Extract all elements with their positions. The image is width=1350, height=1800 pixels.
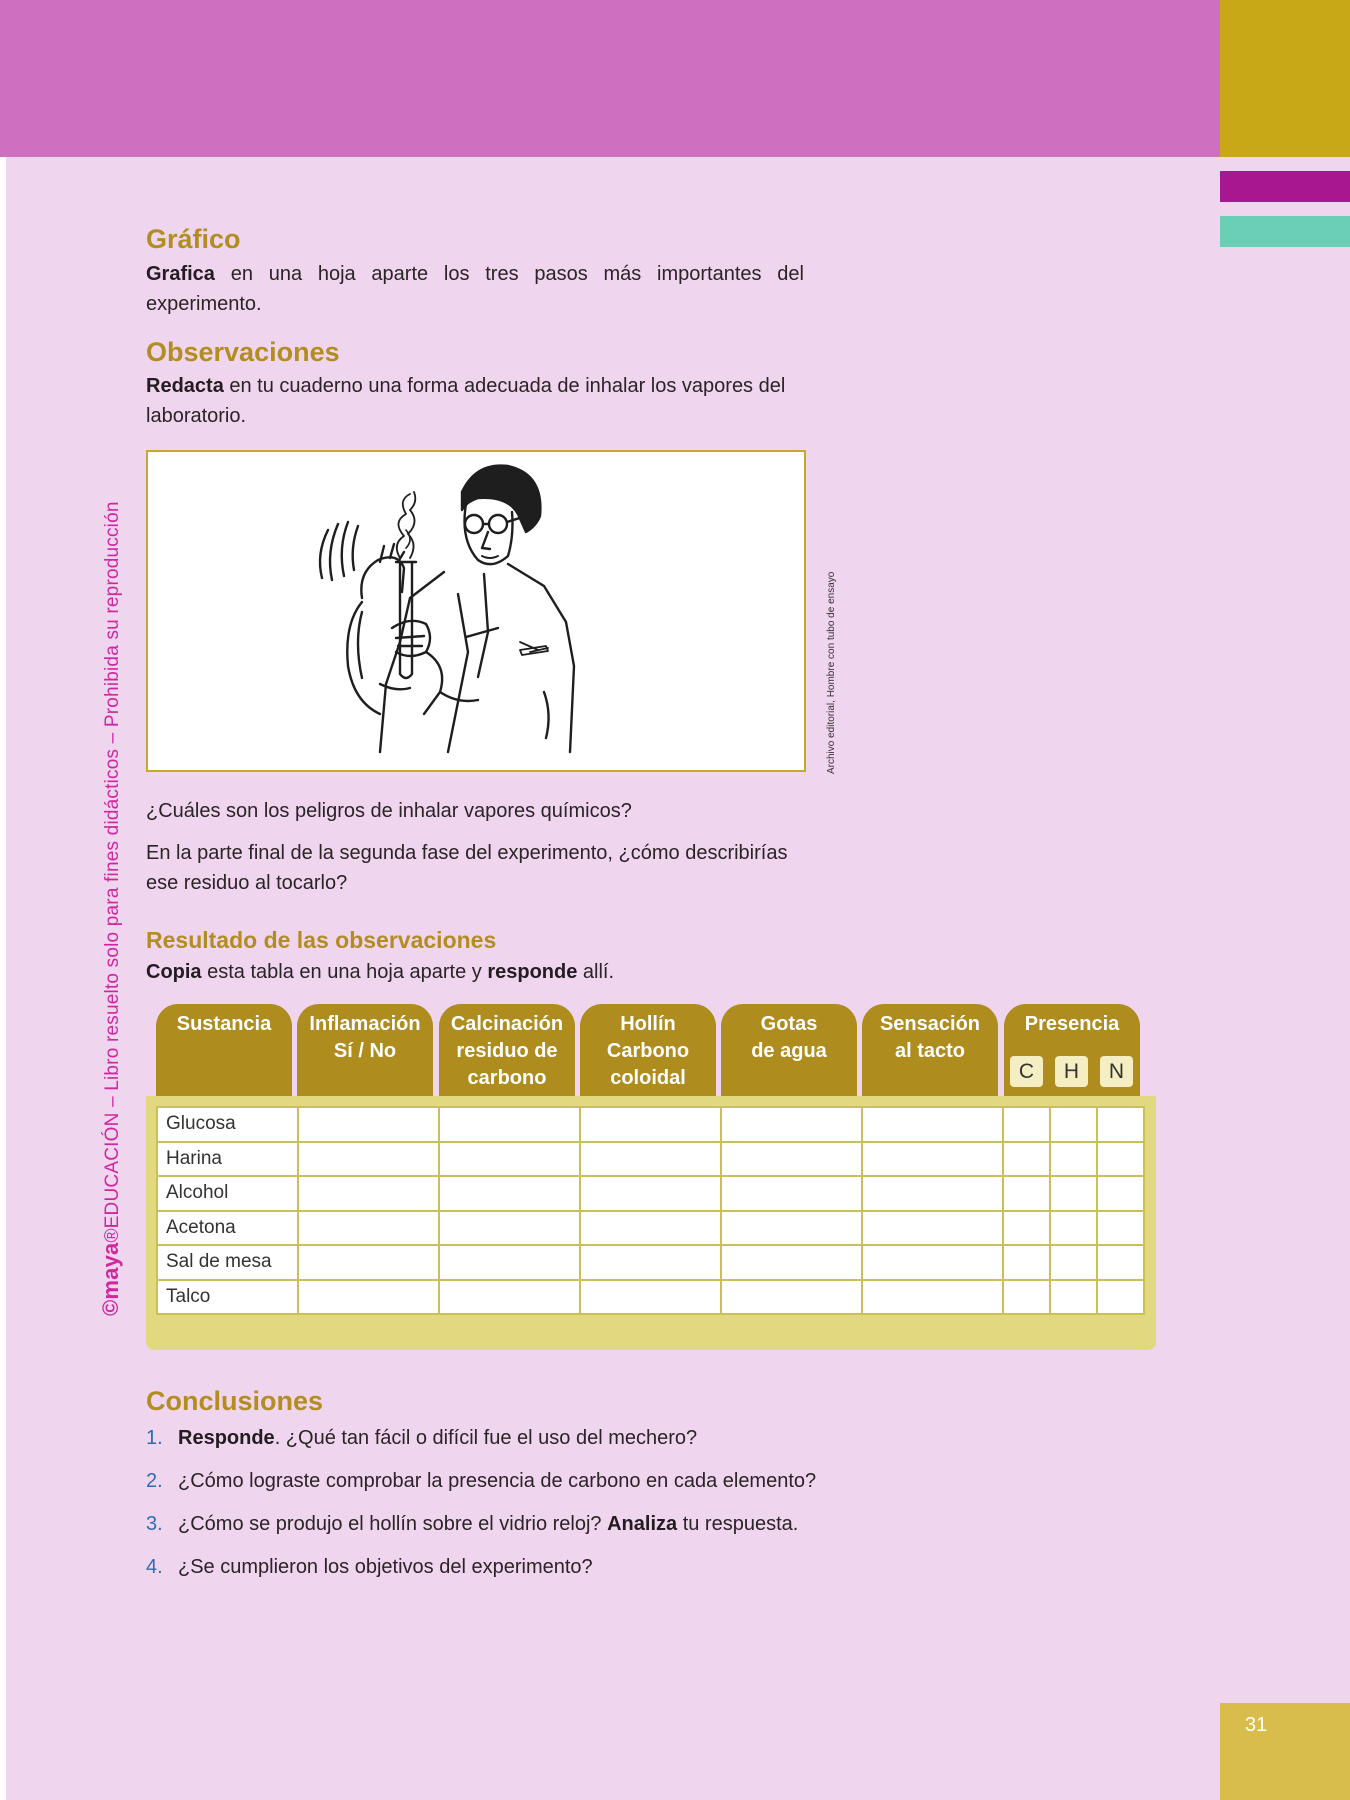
empty-cell (862, 1176, 1003, 1211)
conclusion-item (146, 1466, 1046, 1496)
presence-n: N (1100, 1056, 1133, 1087)
table-row (157, 1176, 1144, 1211)
header-calcinacion: Calcinación residuo de carbono (439, 1004, 575, 1096)
grafico-instruction (146, 259, 804, 319)
empty-cell (298, 1280, 439, 1315)
copyright-note (98, 501, 124, 1316)
conclusiones-heading: Conclusiones (146, 1386, 324, 1416)
empty-cell (1050, 1245, 1097, 1280)
section-tab-magenta (1220, 171, 1350, 202)
brand-logo: ©maya (98, 1242, 123, 1316)
empty-cell (298, 1142, 439, 1177)
presence-c: C (1010, 1056, 1043, 1087)
conclusion-text: ¿Cómo se produjo el hollín sobre el vidrio reloj? (178, 1513, 608, 1535)
empty-cell (580, 1211, 721, 1246)
resultado-text-1: esta tabla en una hoja aparte y (201, 961, 488, 983)
empty-cell (580, 1245, 721, 1280)
conclusion-item (146, 1509, 1046, 1539)
row-label: Sal de mesa (157, 1245, 298, 1280)
empty-cell (1050, 1280, 1097, 1315)
empty-cell (1097, 1142, 1144, 1177)
observaciones-verb: Redacta (146, 375, 224, 397)
empty-cell (1050, 1211, 1097, 1246)
observaciones-text: en tu cuaderno una forma adecuada de inhalar los vapores del laboratorio. (146, 375, 786, 427)
resultado-instruction (146, 957, 946, 987)
empty-cell (862, 1280, 1003, 1315)
image-credit: Archivo editorial, Hombre con tubo de ensayo (826, 571, 837, 774)
empty-cell (439, 1107, 580, 1142)
copyright-text: ®EDUCACIÓN – Libro resuelto solo para fines didácticos – Prohibida su reproducción (102, 501, 123, 1243)
header-band (0, 0, 1220, 157)
empty-cell (1097, 1176, 1144, 1211)
empty-cell (862, 1107, 1003, 1142)
empty-cell (439, 1211, 580, 1246)
conclusion-number: 3. (146, 1513, 163, 1535)
conclusion-verb: Responde (178, 1427, 275, 1449)
row-label: Glucosa (157, 1107, 298, 1142)
empty-cell (439, 1176, 580, 1211)
empty-cell (580, 1107, 721, 1142)
empty-cell (721, 1245, 862, 1280)
results-grid (156, 1106, 1145, 1315)
empty-cell (1003, 1107, 1050, 1142)
page-edge (0, 157, 6, 1800)
page-number-box (1220, 1703, 1350, 1800)
empty-cell (580, 1142, 721, 1177)
empty-cell (439, 1280, 580, 1315)
conclusion-number: 4. (146, 1556, 163, 1578)
empty-cell (1003, 1211, 1050, 1246)
header-hollin: Hollín Carbono coloidal (580, 1004, 716, 1096)
empty-cell (1003, 1142, 1050, 1177)
row-label: Alcohol (157, 1176, 298, 1211)
empty-cell (721, 1142, 862, 1177)
section-tab-teal (1220, 216, 1350, 247)
header-gotas: Gotas de agua (721, 1004, 857, 1096)
empty-cell (862, 1211, 1003, 1246)
observaciones-heading: Observaciones (146, 337, 340, 367)
conclusion-verb-2: Analiza (607, 1513, 678, 1535)
empty-cell (1050, 1142, 1097, 1177)
resultado-heading: Resultado de las observaciones (146, 927, 497, 953)
empty-cell (721, 1107, 862, 1142)
empty-cell (862, 1142, 1003, 1177)
conclusion-text: ¿Se cumplieron los objetivos del experimento? (178, 1556, 593, 1578)
empty-cell (1097, 1280, 1144, 1315)
table-row (157, 1280, 1144, 1315)
conclusion-number: 2. (146, 1470, 163, 1492)
empty-cell (298, 1245, 439, 1280)
empty-cell (862, 1245, 1003, 1280)
empty-cell (1097, 1211, 1144, 1246)
row-label: Acetona (157, 1211, 298, 1246)
row-label: Harina (157, 1142, 298, 1177)
table-row (157, 1142, 1144, 1177)
presence-h: H (1055, 1056, 1088, 1087)
table-row (157, 1211, 1144, 1246)
empty-cell (580, 1280, 721, 1315)
table-row (157, 1107, 1144, 1142)
conclusion-text: . ¿Qué tan fácil o difícil fue el uso del mechero? (274, 1427, 698, 1449)
empty-cell (1050, 1107, 1097, 1142)
empty-cell (298, 1176, 439, 1211)
table-row (157, 1245, 1144, 1280)
empty-cell (298, 1107, 439, 1142)
table-body (146, 1096, 1156, 1350)
empty-cell (439, 1142, 580, 1177)
grafico-heading: Gráfico (146, 224, 241, 254)
empty-cell (721, 1280, 862, 1315)
header-presencia: Presencia C H N (1004, 1004, 1140, 1096)
grafico-text: en una hoja aparte los tres pasos más importantes del experimento. (146, 263, 804, 315)
grafico-verb: Grafica (146, 263, 215, 285)
empty-cell (721, 1211, 862, 1246)
row-label: Talco (157, 1280, 298, 1315)
header-corner-block (1220, 0, 1350, 157)
resultado-text-2: allí. (577, 961, 615, 983)
observaciones-instruction (146, 371, 804, 431)
header-sustancia: Sustancia (156, 1004, 292, 1096)
empty-cell (298, 1211, 439, 1246)
empty-cell (580, 1176, 721, 1211)
conclusion-text-2: tu respuesta. (677, 1513, 799, 1535)
empty-cell (1097, 1107, 1144, 1142)
question-2: En la parte final de la segunda fase del experimento, ¿cómo describirías ese residuo al tocarlo? (146, 842, 788, 894)
header-sensacion: Sensación al tacto (862, 1004, 998, 1096)
empty-cell (1003, 1245, 1050, 1280)
conclusion-number: 1. (146, 1427, 163, 1449)
illustration-frame (146, 450, 806, 772)
resultado-verb-copia: Copia (146, 961, 202, 983)
page-number: 31 (1245, 1714, 1268, 1736)
resultado-verb-responde: responde (487, 961, 578, 983)
empty-cell (439, 1245, 580, 1280)
conclusion-text: ¿Cómo lograste comprobar la presencia de carbono en cada elemento? (178, 1470, 817, 1492)
empty-cell (1003, 1280, 1050, 1315)
header-inflamacion: Inflamación Sí / No (297, 1004, 433, 1096)
conclusion-item (146, 1423, 1046, 1453)
scientist-test-tube-icon (148, 452, 804, 770)
empty-cell (721, 1176, 862, 1211)
empty-cell (1003, 1176, 1050, 1211)
empty-cell (1050, 1176, 1097, 1211)
empty-cell (1097, 1245, 1144, 1280)
conclusion-item (146, 1552, 1046, 1582)
question-1: ¿Cuáles son los peligros de inhalar vapores químicos? (146, 800, 632, 822)
